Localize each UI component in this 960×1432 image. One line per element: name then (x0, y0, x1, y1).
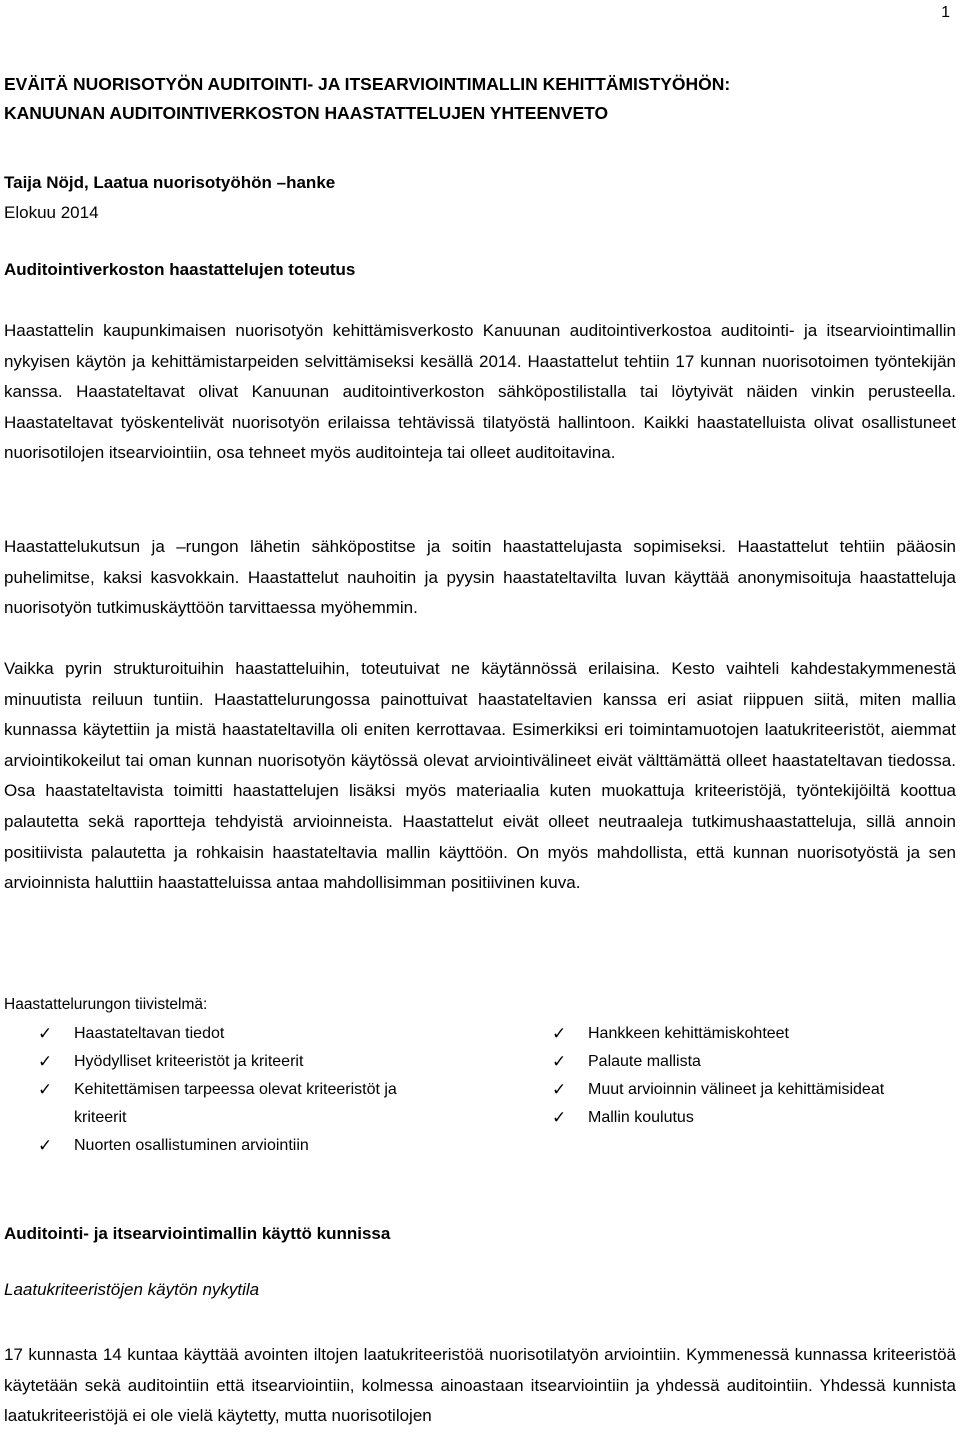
check-icon: ✓ (38, 1080, 53, 1099)
list-item (552, 1020, 952, 1048)
summary-label: Haastattelurungon tiivistelmä: (4, 996, 208, 1013)
list-item (38, 1132, 438, 1160)
author-line: Taija Nöjd, Laatua nuorisotyöhön –hanke (4, 173, 336, 192)
check-icon: ✓ (38, 1136, 53, 1155)
check-icon: ✓ (552, 1052, 567, 1071)
title-line-2: KANUUNAN AUDITOINTIVERKOSTON HAASTATTELUJEN YHTEENVETO (4, 103, 609, 123)
date-line: Elokuu 2014 (4, 203, 99, 222)
list-item (552, 1104, 952, 1132)
list-item (38, 1076, 434, 1132)
check-icon: ✓ (552, 1024, 567, 1043)
document-title (4, 70, 730, 128)
document-meta (4, 168, 335, 228)
paragraph-intro: Haastattelin kaupunkimaisen nuorisotyön kehittämisverkosto Kanuunan auditointiverkostoa auditointi- ja itsearviointimallin nykyisen käytön ja kehittämistarpeiden selvittämiseksi kesällä 2014. Haastattelut tehtiin 17 kunnan nuorisotoimen työntekijän kanssa. Haastateltavat olivat Kanuunan auditointiverkoston sähköpostilistalla tai löytyivät näiden vinkin perusteella. Haastateltavat työskentelivät nuorisotyön erilaissa tehtävissä tilatyöstä hallintoon. Kaikki haastatelluista olivat osallistuneet nuorisotilojen itsearviointiin, osa tehneet myös auditointeja tai olleet auditoitavina. (4, 321, 956, 463)
summary-list-right (552, 1020, 952, 1132)
check-icon: ✓ (552, 1080, 567, 1099)
list-item-label: Kehitettämisen tarpeessa olevat kriteeristöt ja kriteerit (74, 1081, 397, 1126)
list-item (552, 1076, 952, 1104)
check-icon: ✓ (38, 1024, 53, 1043)
summary-list-left (38, 1020, 438, 1160)
list-item (38, 1020, 438, 1048)
check-icon: ✓ (38, 1052, 53, 1071)
list-item (38, 1048, 438, 1076)
list-item-label: Mallin koulutus (588, 1109, 694, 1126)
list-item-label: Muut arvioinnin välineet ja kehittämisideat (588, 1081, 885, 1098)
list-item-label: Hyödylliset kriteeristöt ja kriteerit (74, 1053, 304, 1070)
paragraph-criteria-usage: 17 kunnasta 14 kuntaa käyttää avointen iltojen laatukriteeristöä nuorisotilatyön arviointiin. Kymmenessä kunnassa kriteeristöä käytetään sekä auditointiin että itsearviointiin, kolmessa ainoastaan itsearviointiin ja yhdessä auditointiin. Yhdessä kunnista laatukriteeristöjä ei ole vielä käytetty, mutta nuorisotilojen (4, 1345, 956, 1426)
section-heading-implementation: Auditointiverkoston haastattelujen toteutus (4, 260, 356, 279)
subsection-heading-criteria: Laatukriteeristöjen käytön nykytila (4, 1280, 260, 1299)
paragraph-structure: Vaikka pyrin strukturoituihin haastatteluihin, toteutuivat ne käytännössä erilaisina. Kesto vaihteli kahdestakymmenestä minuutista reiluun tuntiin. Haastattelurungossa painottuivat haastateltavien kanssa eri asiat riippuen siitä, miten mallia kunnassa käytettiin ja mistä haastateltavilla oli eniten kerrottavaa. Esimerkiksi eri toimintamuotojen laatukriteeristöt, aiemmat arviointikokeilut tai oman kunnan nuorisotyön käytössä olevat arviointivälineet eivät välttämättä olleet haastateltavan tiedossa. Osa haastateltavista toimitti haastattelujen lisäksi myös materiaalia kuten muokattuja kriteeristöjä, työntekijöiltä koottua palautetta sekä raportteja tehdyistä arvioinneista. Haastattelut eivät olleet neutraaleja tutkimushaastatteluja, sillä annoin positiivista palautetta ja rohkaisin haastateltavia mallin käyttöön. On myös mahdollista, että kunnan nuorisotyöstä ja sen arvioinnista haluttiin haastatteluissa antaa mahdollisimman positiivinen kuva. (4, 659, 956, 893)
list-item-label: Hankkeen kehittämiskohteet (588, 1025, 789, 1042)
list-item-label: Palaute mallista (588, 1053, 701, 1070)
page-number: 1 (941, 4, 950, 21)
paragraph-invitation: Haastattelukutsun ja –rungon lähetin sähköpostitse ja soitin haastattelujasta sopimiseksi. Haastattelut tehtiin pääosin puhelimitse, kaksi kasvokkain. Haastattelut nauhoitin ja pyysin haastateltavilta luvan käyttää anonymisoituja haastatteluja nuorisotyön tutkimuskäyttöön tarvittaessa myöhemmin. (4, 537, 956, 618)
list-item-label: Nuorten osallistuminen arviointiin (74, 1137, 309, 1154)
check-icon: ✓ (552, 1108, 567, 1127)
list-item-label: Haastateltavan tiedot (74, 1025, 225, 1042)
list-item (552, 1048, 952, 1076)
section-heading-usage: Auditointi- ja itsearviointimallin käyttö kunnissa (4, 1224, 391, 1243)
title-line-1: EVÄITÄ NUORISOTYÖN AUDITOINTI- JA ITSEARVIOINTIMALLIN KEHITTÄMISTYÖHÖN: (4, 74, 731, 94)
